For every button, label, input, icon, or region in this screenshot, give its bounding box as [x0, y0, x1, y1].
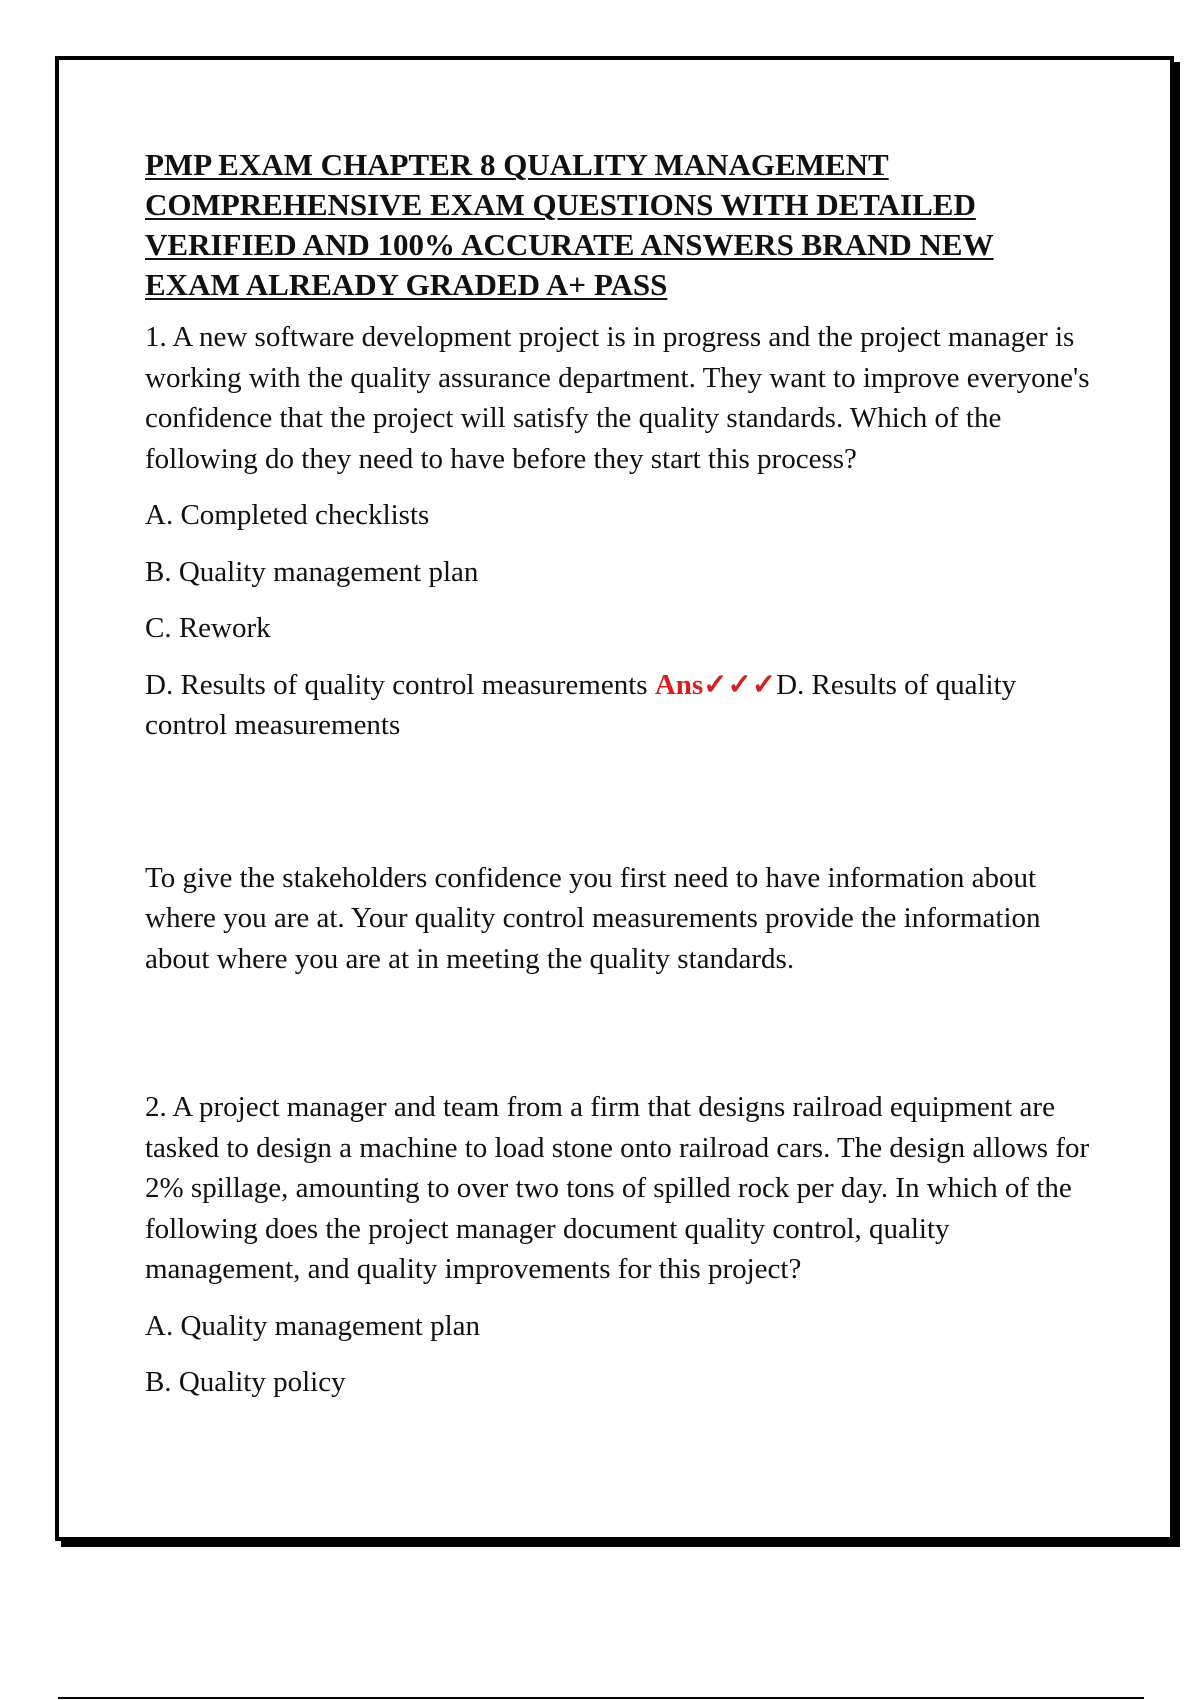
question-1-text: 1. A new software development project is in progress and the project manager is working with the quality assurance department. They want to improve everyone's confidence that the project will satisfy the quality standards. Which of the following do they need to have before they start this process? — [145, 321, 1090, 475]
title-line: COMPREHENSIVE EXAM QUESTIONS WITH DETAILED — [145, 187, 976, 222]
question-1-option-c: C. Rework — [145, 612, 271, 644]
footer-divider — [58, 1697, 1144, 1699]
question-2-option-a: A. Quality management plan — [145, 1309, 481, 1342]
title-line: VERIFIED AND 100% ACCURATE ANSWERS BRAND NEW — [145, 227, 994, 262]
title-line: EXAM ALREADY GRADED A+ PASS — [145, 267, 668, 302]
option-d-label: D. Results of quality control measurements — [145, 668, 655, 701]
title-line: PMP EXAM CHAPTER 8 QUALITY MANAGEMENT — [145, 147, 889, 182]
document-body — [145, 145, 1095, 1419]
answer-marker: Ans✓✓✓ — [654, 668, 777, 701]
question-1-option-a: A. Completed checklists — [145, 499, 430, 531]
question-1-option-b: B. Quality management plan — [145, 555, 479, 588]
question-1-option-d — [145, 665, 1095, 746]
question-2-text: 2. A project manager and team from a firm that designs railroad equipment are tasked to design a machine to load stone onto railroad cars. The design allows for 2% spillage, amounting to over two tons of spilled rock per day. In which of the following does the project manager document quality control, quality management, and quality improvements for this project? — [145, 1091, 1090, 1285]
question-2-option-b: B. Quality policy — [145, 1366, 346, 1398]
question-1-explanation: To give the stakeholders confidence you first need to have information about where you are at. Your quality control measurements provide the information about where you are at in meeting the quality standards. — [145, 861, 1041, 975]
document-title — [145, 145, 1095, 305]
answer-text: D. Results of quality control measurements — [145, 668, 1017, 741]
question-1 — [145, 317, 1095, 979]
question-2 — [145, 1087, 1095, 1403]
